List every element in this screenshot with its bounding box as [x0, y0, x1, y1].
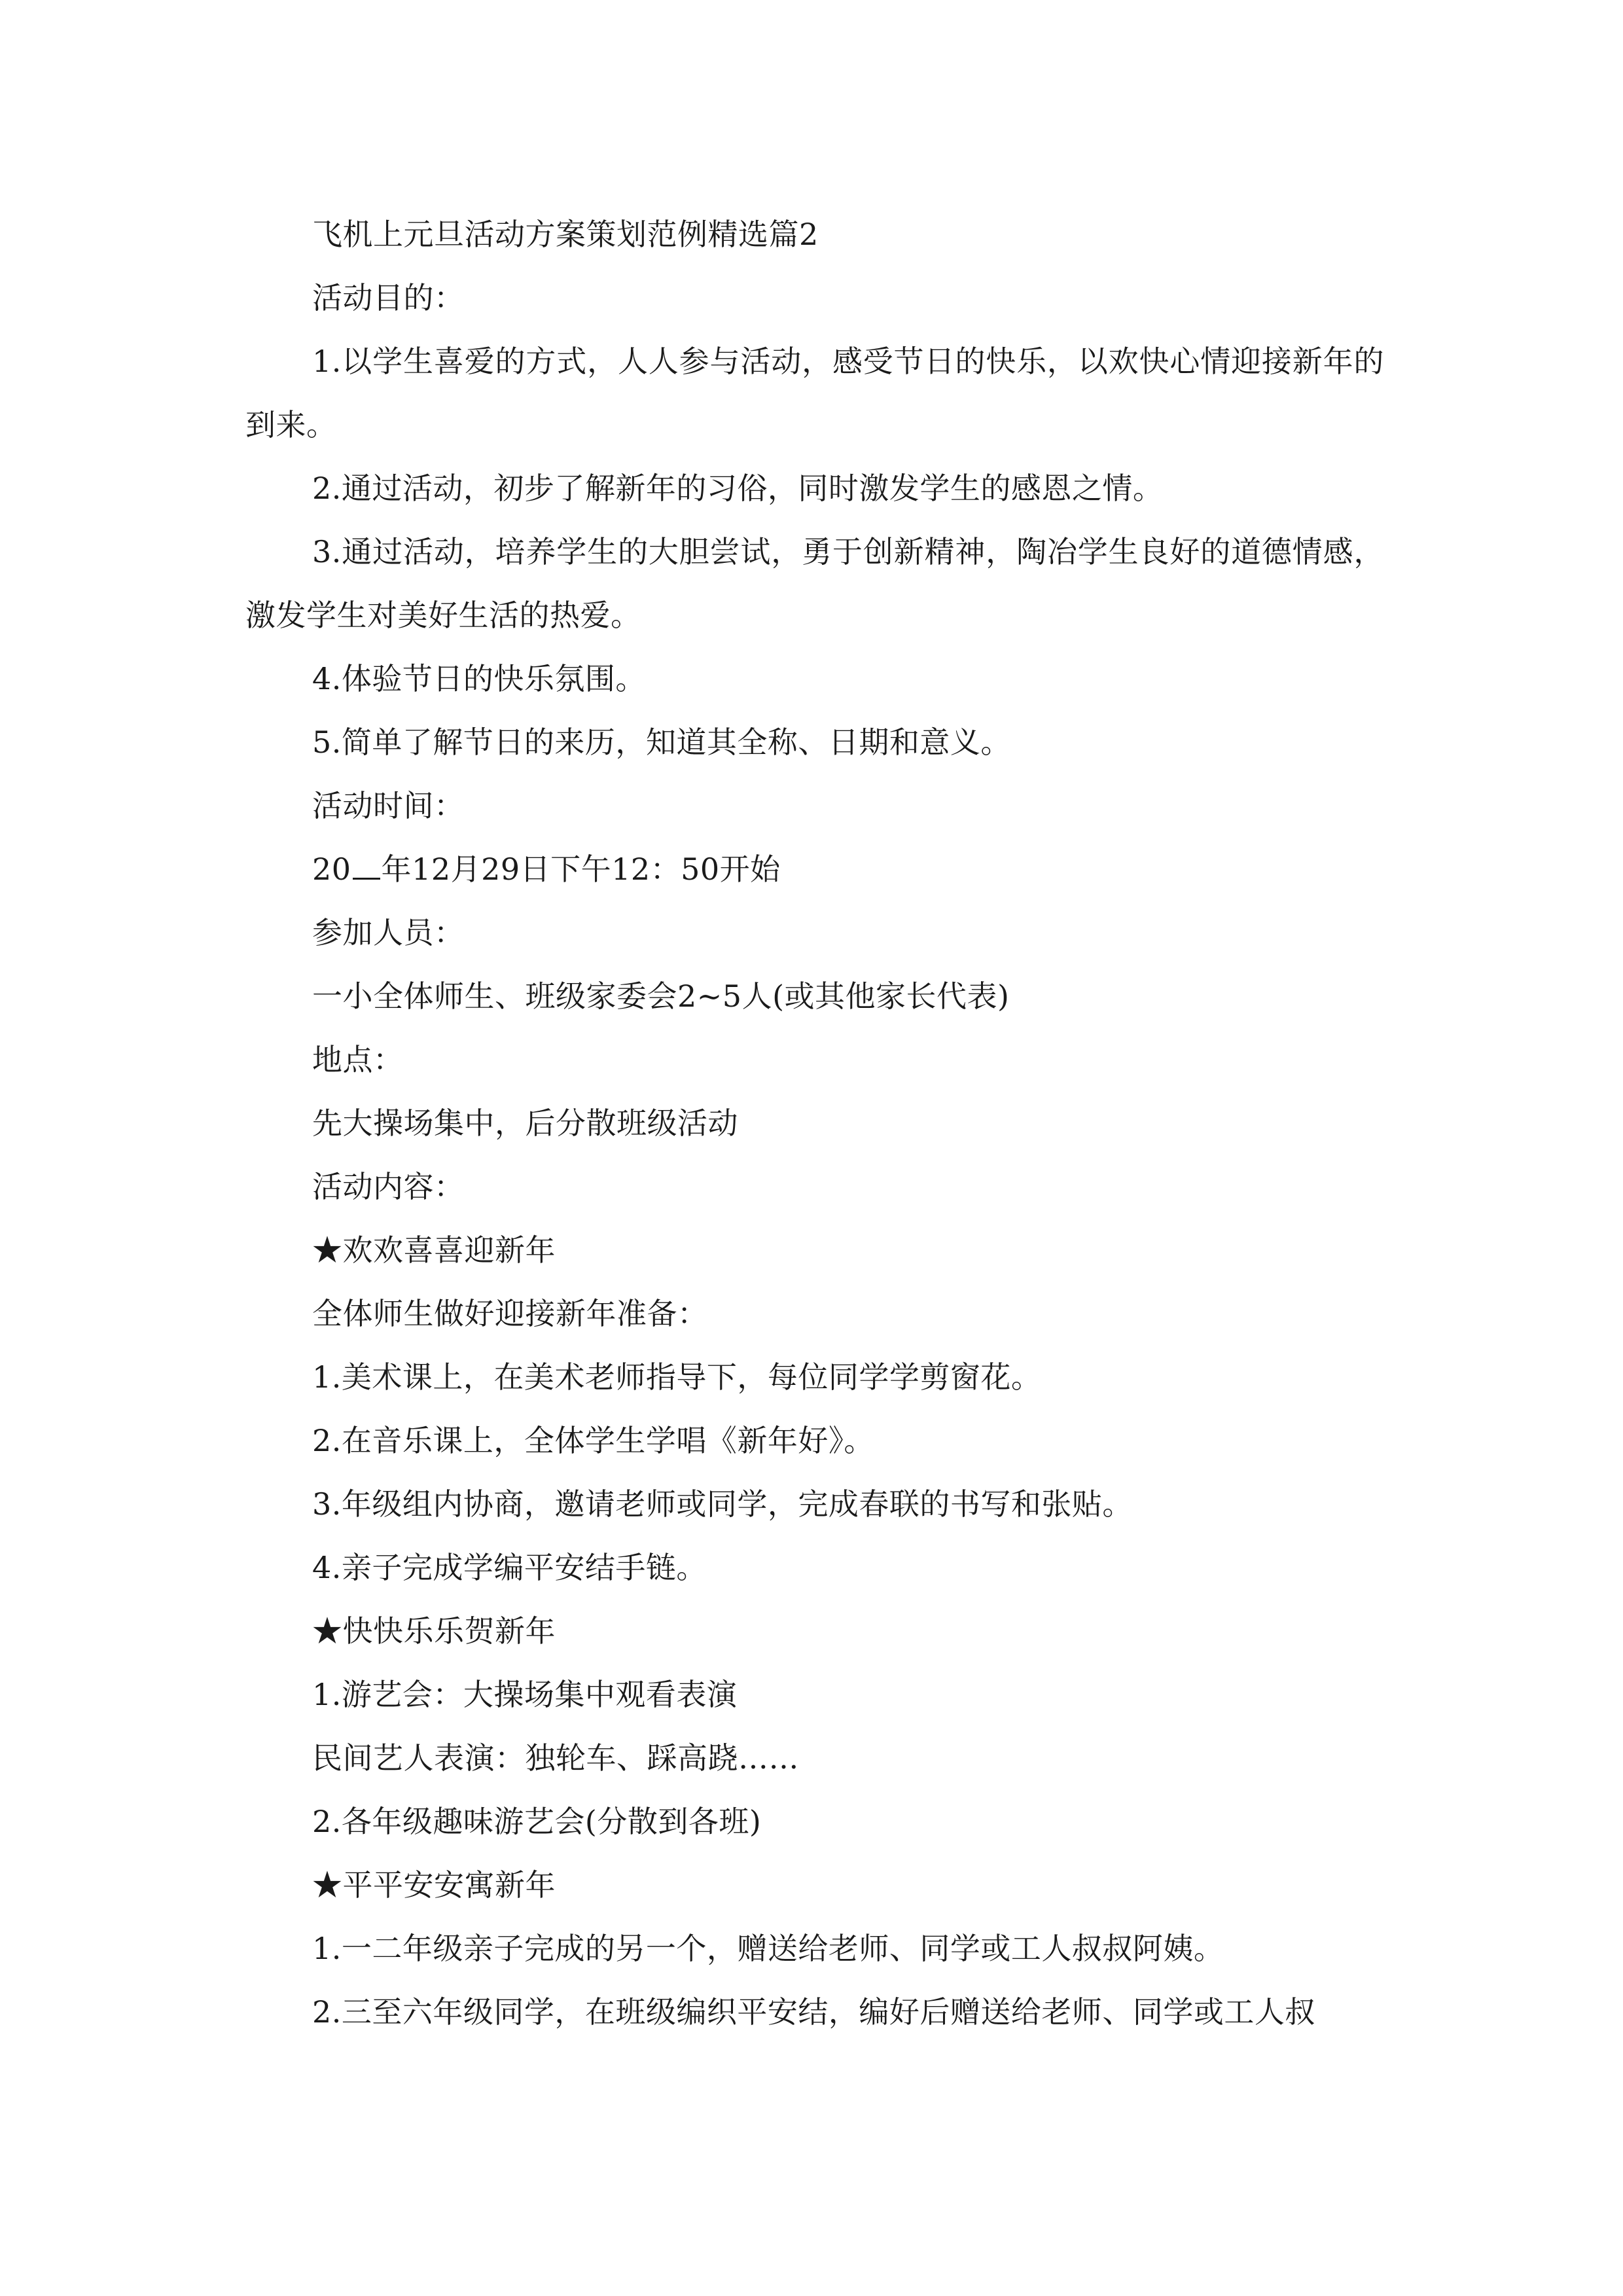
goal-item: 5.简单了解节日的来历，知道其全称、日期和意义。 [312, 725, 1011, 760]
goal-item: 1.以学生喜爱的方式，人人参与活动，感受节日的快乐，以欢快心情迎接新年的到来。 [245, 344, 1384, 442]
section-item: 2.在音乐课上，全体学生学唱《新年好》。 [312, 1423, 874, 1458]
section-title: ★欢欢喜喜迎新年 [312, 1232, 556, 1268]
goal-item: 3.通过活动，培养学生的大胆尝试，勇于创新精神，陶冶学生良好的道德情感，激发学生对美好生活的热爱。 [245, 534, 1384, 633]
time-suffix: 年12月29日下午12：50开始 [381, 852, 781, 887]
content-heading: 活动内容： [312, 1169, 465, 1204]
participants-heading: 参加人员： [312, 915, 465, 950]
time-heading: 活动时间： [312, 788, 465, 823]
section-title: ★平平安安寓新年 [312, 1867, 556, 1903]
document-title: 飞机上元旦活动方案策划范例精选篇2 [312, 217, 819, 252]
location-value: 先大操场集中，后分散班级活动 [312, 1105, 738, 1141]
year-blank [353, 852, 380, 880]
location-heading: 地点： [312, 1042, 404, 1077]
goal-heading: 活动目的： [312, 280, 465, 315]
goal-item: 2.通过活动，初步了解新年的习俗，同时激发学生的感恩之情。 [312, 471, 1164, 506]
section-title: ★快快乐乐贺新年 [312, 1613, 556, 1649]
section-item: 2.各年级趣味游艺会(分散到各班) [312, 1804, 762, 1839]
section-item: 1.一二年级亲子完成的另一个，赠送给老师、同学或工人叔叔阿姨。 [312, 1931, 1224, 1966]
section-item: 3.年级组内协商，邀请老师或同学，完成春联的书写和张贴。 [312, 1486, 1133, 1522]
section-item: 1.游艺会：大操场集中观看表演 [312, 1677, 738, 1712]
section-intro: 全体师生做好迎接新年准备： [312, 1296, 708, 1331]
goal-item: 4.体验节日的快乐氛围。 [312, 661, 646, 696]
section-item: 2.三至六年级同学，在班级编织平安结，编好后赠送给老师、同学或工人叔 [312, 1994, 1315, 2030]
section-item: 4.亲子完成学编平安结手链。 [312, 1550, 707, 1585]
time-prefix: 20 [312, 852, 351, 887]
document-body [245, 203, 1384, 2044]
section-item: 民间艺人表演：独轮车、踩高跷…… [312, 1740, 799, 1776]
section-item: 1.美术课上，在美术老师指导下，每位同学学剪窗花。 [312, 1359, 1042, 1395]
time-value [245, 838, 1384, 901]
participants-value: 一小全体师生、班级家委会2~5人(或其他家长代表) [312, 978, 1010, 1014]
